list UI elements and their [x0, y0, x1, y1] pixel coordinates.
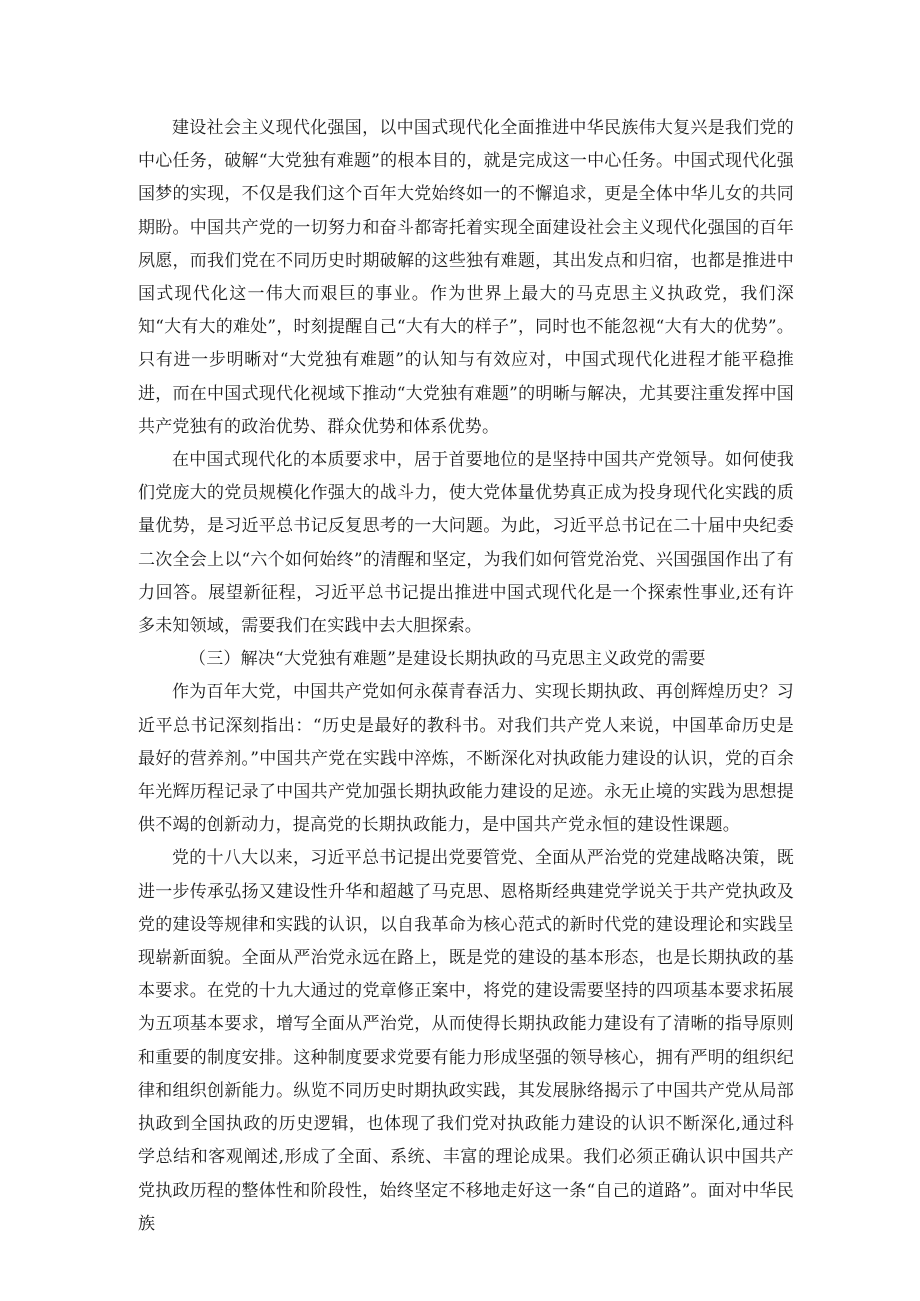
paragraph-party-leadership: 在中国式现代化的本质要求中，居于首要地位的是坚持中国共产党领导。如何使我们党庞大的党员规模化作强大的战斗力，使大党体量优势真正成为投身现代化实践的质量优势，是习近平总书记反复思考的一大问题。为此，习近平总书记在二十届中央纪委二次全会上以“六个如何始终”的清醒和坚定，为我们如何管党治党、兴国强国作出了有力回答。展望新征程，习近平总书记提出推进中国式现代化是一个探索性事业,还有许多未知领域，需要我们在实践中去大胆探索。: [138, 450, 794, 637]
section-heading: （三）解决“大党独有难题”是建设长期执政的马克思主义政党的需要: [189, 649, 706, 670]
paragraph-eighteenth-congress: 党的十八大以来，习近平总书记提出党要管党、全面从严治党的党建战略决策，既进一步传承弘扬又建设性升华和超越了马克思、恩格斯经典建党学说关于共产党执政及党的建设等规律和实践的认识，以自我革命为核心范式的新时代党的建设理论和实践呈现崭新面貌。全面从严治党永远在路上，既是党的建设的基本形态，也是长期执政的基本要求。在党的十九大通过的党章修正案中，将党的建设需要坚持的四项基本要求拓展为五项基本要求，增写全面从严治党，从而使得长期执政能力建设有了清晰的指导原则和重要的制度安排。这种制度要求党要有能力形成坚强的领导核心，拥有严明的组织纪律和组织创新能力。纵览不同历史时期执政实践，其发展脉络揭示了中国共产党从局部执政到全国执政的历史逻辑，也体现了我们党对执政能力建设的认识不断深化,通过科学总结和客观阐述,形成了全面、系统、丰富的理论成果。我们必须正确认识中国共产党执政历程的整体性和阶段性，始终坚定不移地走好这一条“自己的道路”。面对中华民族: [138, 848, 794, 1234]
paragraph-century-party: 作为百年大党，中国共产党如何永葆青春活力、实现长期执政、再创辉煌历史？习近平总书记深刻指出：“历史是最好的教科书。对我们共产党人来说，中国革命历史是最好的营养剂。”中国共产党在实践中淬炼，不断深化对执政能力建设的认识，党的百余年光辉历程记录了中国共产党加强长期执政能力建设的足迹。永无止境的实践为思想提供不竭的创新动力，提高党的长期执政能力，是中国共产党永恒的建设性课题。: [138, 682, 794, 836]
paragraph-modernization-task: 建设社会主义现代化强国，以中国式现代化全面推进中华民族伟大复兴是我们党的中心任务，破解“大党独有难题”的根本目的，就是完成这一中心任务。中国式现代化强国梦的实现，不仅是我们这个百年大党始终如一的不懈追求，更是全体中华儿女的共同期盼。中国共产党的一切努力和奋斗都寄托着实现全面建设社会主义现代化强国的百年夙愿，而我们党在不同历史时期破解的这些独有难题，其出发点和归宿，也都是推进中国式现代化这一伟大而艰巨的事业。作为世界上最大的马克思主义执政党，我们深知“大有大的难处”，时刻提醒自己“大有大的样子”，同时也不能忽视“大有大的优势”。只有进一步明晰对“大党独有难题”的认知与有效应对，中国式现代化进程才能平稳推进，而在中国式现代化视域下推动“大党独有难题”的明晰与解决，尤其要注重发挥中国共产党独有的政治优势、群众优势和体系优势。: [138, 118, 794, 437]
document-body: [138, 112, 794, 1241]
